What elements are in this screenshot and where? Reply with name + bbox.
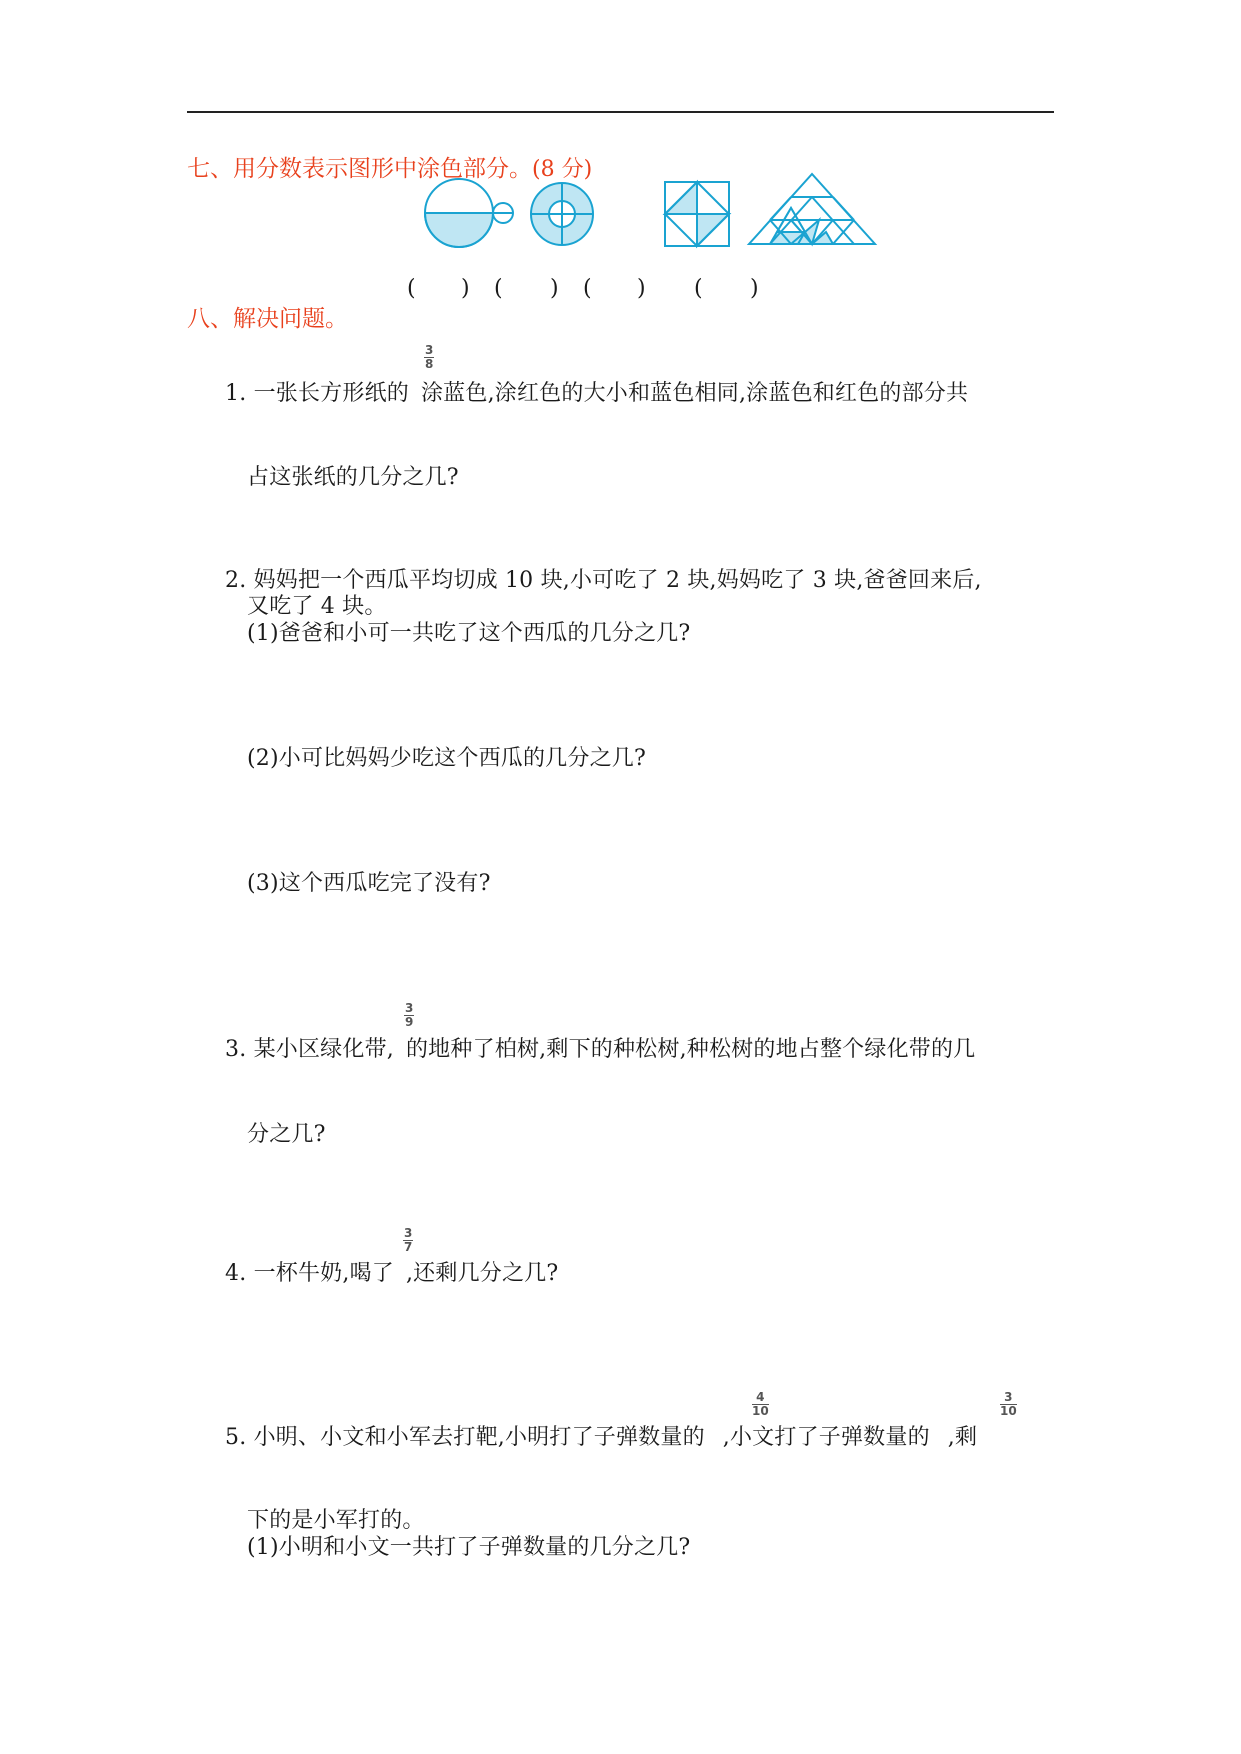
blank-close-2: ) <box>550 276 559 301</box>
q4-fraction: $\frac{3}{7}$ <box>404 1226 413 1254</box>
blank-open-2: ( <box>494 276 503 301</box>
q4-line1: 4. 一杯牛奶,喝了 ,还剩几分之几? <box>225 1261 559 1286</box>
section-7-points: (8 分) <box>532 157 593 182</box>
q2-line1: 2. 妈妈把一个西瓜平均切成 10 块,小可吃了 2 块,妈妈吃了 3 块,爸爸回来后, <box>225 568 982 593</box>
q1-fraction: $\frac{3}{8}$ <box>425 343 434 371</box>
q2-sub3: (3)这个西瓜吃完了没有? <box>247 871 491 896</box>
shaded-figures <box>0 0 1241 260</box>
section-8-title: 八、解决问题。 <box>187 306 348 332</box>
q3-line1: 3. 某小区绿化带, 的地种了柏树,剩下的种松树,种松树的地占整个绿化带的几 <box>225 1037 976 1062</box>
blank-close-1: ) <box>461 276 470 301</box>
q5-line2: 下的是小军打的。 <box>247 1508 425 1533</box>
q1-line2: 占这张纸的几分之几? <box>247 465 459 490</box>
q5-sub1: (1)小明和小文一共打了子弹数量的几分之几? <box>247 1535 691 1560</box>
figure-half-circle <box>425 179 513 247</box>
q5-fraction-2: $\frac{3}{10}$ <box>1000 1390 1017 1418</box>
q3-line2: 分之几? <box>247 1122 326 1147</box>
q2-sub1: (1)爸爸和小可一共吃了这个西瓜的几分之几? <box>247 621 691 646</box>
blank-open-4: ( <box>694 276 703 301</box>
figure-ring <box>531 183 593 245</box>
q2-sub2: (2)小可比妈妈少吃这个西瓜的几分之几? <box>247 746 646 771</box>
q5-line1: 5. 小明、小文和小军去打靶,小明打了子弹数量的 ,小文打了子弹数量的 ,剩 <box>225 1425 978 1450</box>
blank-open-1: ( <box>407 276 416 301</box>
q1-line1: 1. 一张长方形纸的 涂蓝色,涂红色的大小和蓝色相同,涂蓝色和红色的部分共 <box>225 381 969 406</box>
blank-close-3: ) <box>637 276 646 301</box>
blank-open-3: ( <box>583 276 592 301</box>
q5-fraction-1: $\frac{4}{10}$ <box>752 1390 769 1418</box>
blank-close-4: ) <box>750 276 759 301</box>
q2-line2: 又吃了 4 块。 <box>247 594 387 619</box>
section-7-title: 七、用分数表示图形中涂色部分。(8 分) <box>187 156 593 182</box>
figure-triangle <box>749 174 875 244</box>
q3-fraction: $\frac{3}{9}$ <box>405 1001 414 1029</box>
figure-square <box>665 182 729 246</box>
